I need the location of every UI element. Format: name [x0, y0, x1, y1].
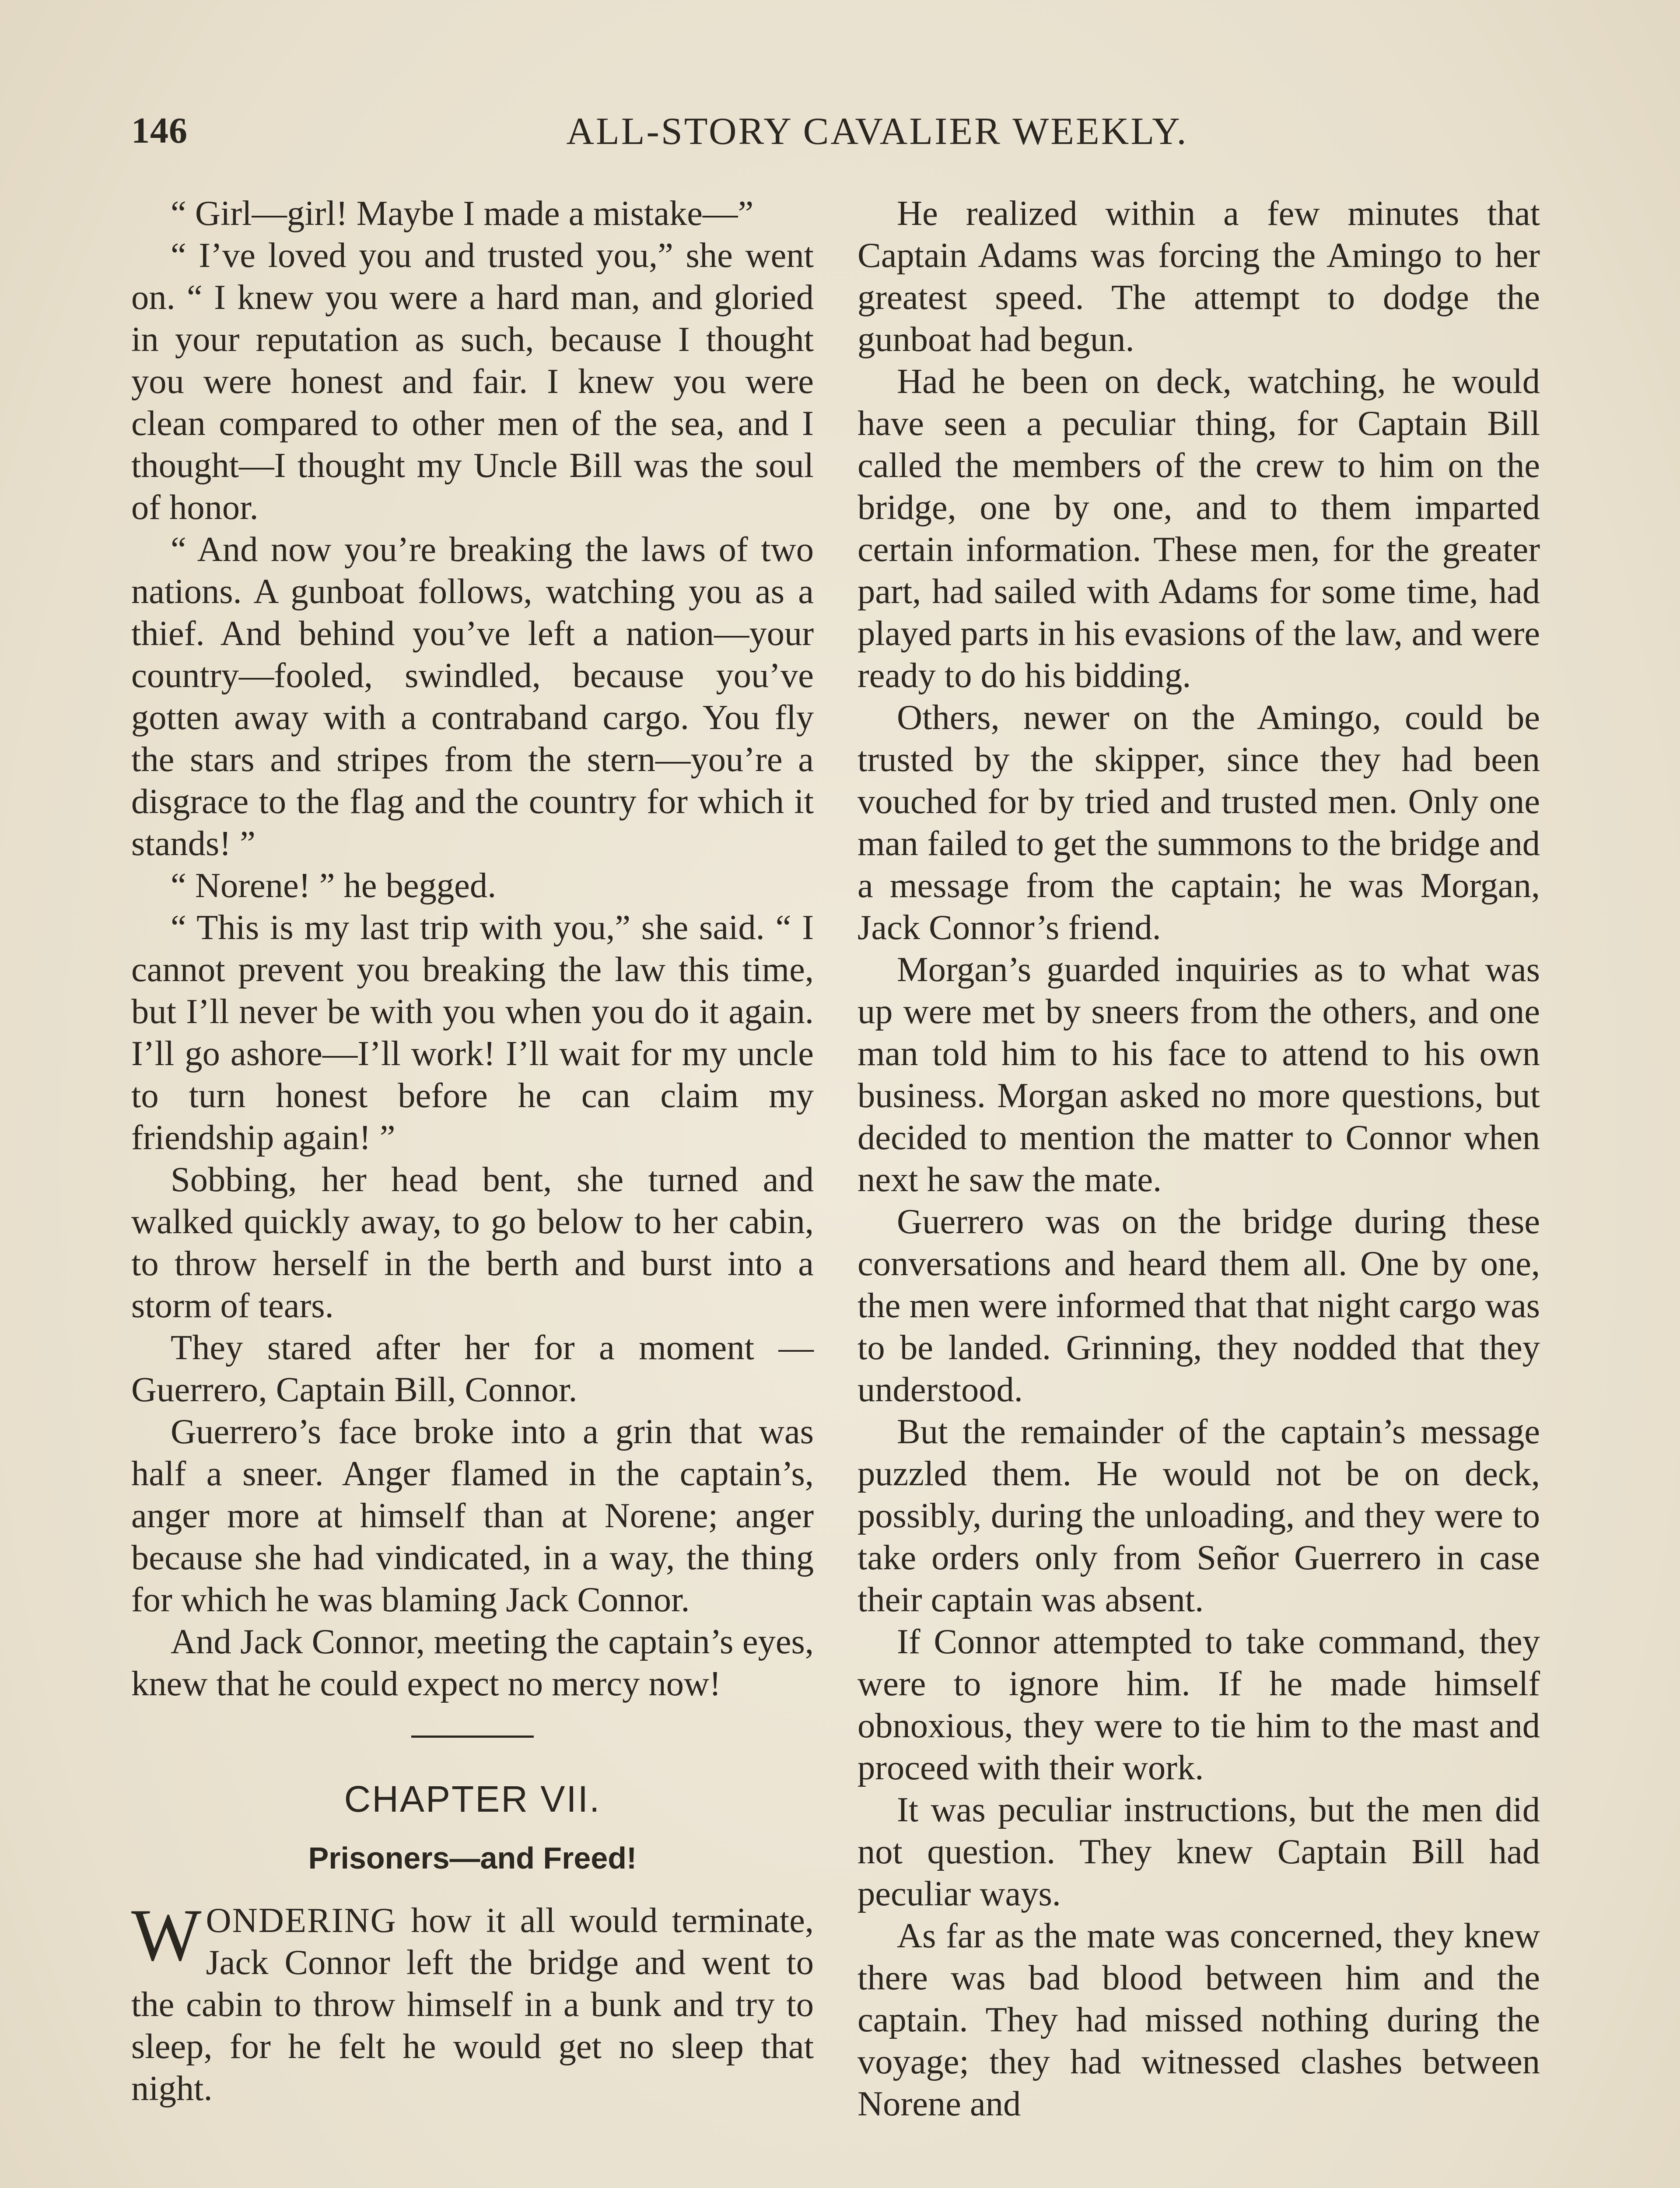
opening-word: ONDERING: [206, 1901, 397, 1940]
paragraph: Sobbing, her head bent, she turned and walked quickly away, to go below to her cabin, to throw herself in the berth and burst into a storm of tears.: [131, 1160, 814, 1325]
paragraph: If Connor attempted to take command, they were to ignore him. If he made himself obnoxious, they were to tie him to the mast and proceed with their work.: [858, 1622, 1540, 1787]
paragraph: “ Girl—girl! Maybe I made a mistake—”: [171, 194, 754, 233]
drop-cap: W: [131, 1894, 202, 1976]
paragraph: “ And now you’re breaking the laws of two nations. A gunboat follows, watching you as a thief. And behind you’ve left a nation—your country—fooled, swindled, because you’ve gotten away with a contraband cargo. You fly the stars and stripes from the stern—you’re a disgrace to the flag and the country for which it stands! ”: [131, 530, 814, 863]
paragraph: Guerrero was on the bridge during these conversations and heard them all. One by one, the men were informed that that night cargo was to be landed. Grinning, they nodded that they understood.: [858, 1202, 1540, 1409]
paragraph: It was peculiar instructions, but the men did not question. They knew Captain Bill had peculiar ways.: [858, 1790, 1540, 1913]
right-column: [858, 193, 1540, 2188]
paragraph: They stared after her for a moment —Guerrero, Captain Bill, Connor.: [131, 1328, 814, 1409]
paragraph: “ This is my last trip with you,” she said. “ I cannot prevent you breaking the law this time, but I’ll never be with you when you do it again. I’ll go ashore—I’ll work! I’ll wait for my uncle to turn honest before he can claim my friendship again! ”: [131, 908, 814, 1157]
paragraph: As far as the mate was concerned, they knew there was bad blood between him and the captain. They had missed nothing during the voyage; they had witnessed clashes between Norene and: [858, 1916, 1540, 2123]
chapter-heading: CHAPTER VII.: [344, 1778, 601, 1820]
paragraph: “ I’ve loved you and trusted you,” she went on. “ I knew you were a hard man, and gloried in your reputation as such, because I thought you were honest and fair. I knew you were clean compared to other men of the sea, and I thought—I thought my Uncle Bill was the soul of honor.: [131, 236, 814, 527]
section-divider: [411, 1736, 534, 1738]
page-header: [131, 109, 1558, 158]
left-column: [131, 193, 814, 2188]
paragraph: But the remainder of the captain’s message puzzled them. He would not be on deck, possibly, during the unloading, and they were to take orders only from Señor Guerrero in case their captain was absent.: [858, 1412, 1540, 1619]
paragraph: Guerrero’s face broke into a grin that was half a sneer. Anger flamed in the captain’s, anger more at himself than at Norene; anger because she had vindicated, in a way, the thing for which he was blaming Jack Connor.: [131, 1412, 814, 1619]
chapter-opening-paragraph: [131, 1894, 814, 2110]
page-number: 146: [131, 110, 188, 151]
running-title: ALL-STORY CAVALIER WEEKLY.: [566, 110, 1188, 153]
chapter-subtitle: Prisoners—and Freed!: [308, 1841, 637, 1875]
paragraph: He realized within a few minutes that Captain Adams was forcing the Amingo to her greatest speed. The attempt to dodge the gunboat had begun.: [858, 194, 1540, 359]
paragraph: Had he been on deck, watching, he would have seen a peculiar thing, for Captain Bill called the members of the crew to him on the bridge, one by one, and to them imparted certain information. These men, for the greater part, had sailed with Adams for some time, had played parts in his evasions of the law, and were ready to do his bidding.: [858, 362, 1540, 695]
paragraph: Morgan’s guarded inquiries as to what was up were met by sneers from the others, and one man told him to his face to attend to his own business. Morgan asked no more questions, but decided to mention the matter to Connor when next he saw the mate.: [858, 950, 1540, 1199]
paragraph: Others, newer on the Amingo, could be trusted by the skipper, since they had been vouched for by tried and trusted men. Only one man failed to get the summons to the bridge and a message from the captain; he was Morgan, Jack Connor’s friend.: [858, 698, 1540, 947]
opening-paragraph-text: how it all would terminate, Jack Connor left the bridge and went to the cabin to throw himself in a bunk and try to sleep, for he felt he would get no sleep that night.: [131, 1901, 814, 2108]
paragraph: “ Norene! ” he begged.: [171, 866, 497, 905]
paragraph: And Jack Connor, meeting the captain’s eyes, knew that he could expect no mercy now!: [131, 1622, 814, 1703]
